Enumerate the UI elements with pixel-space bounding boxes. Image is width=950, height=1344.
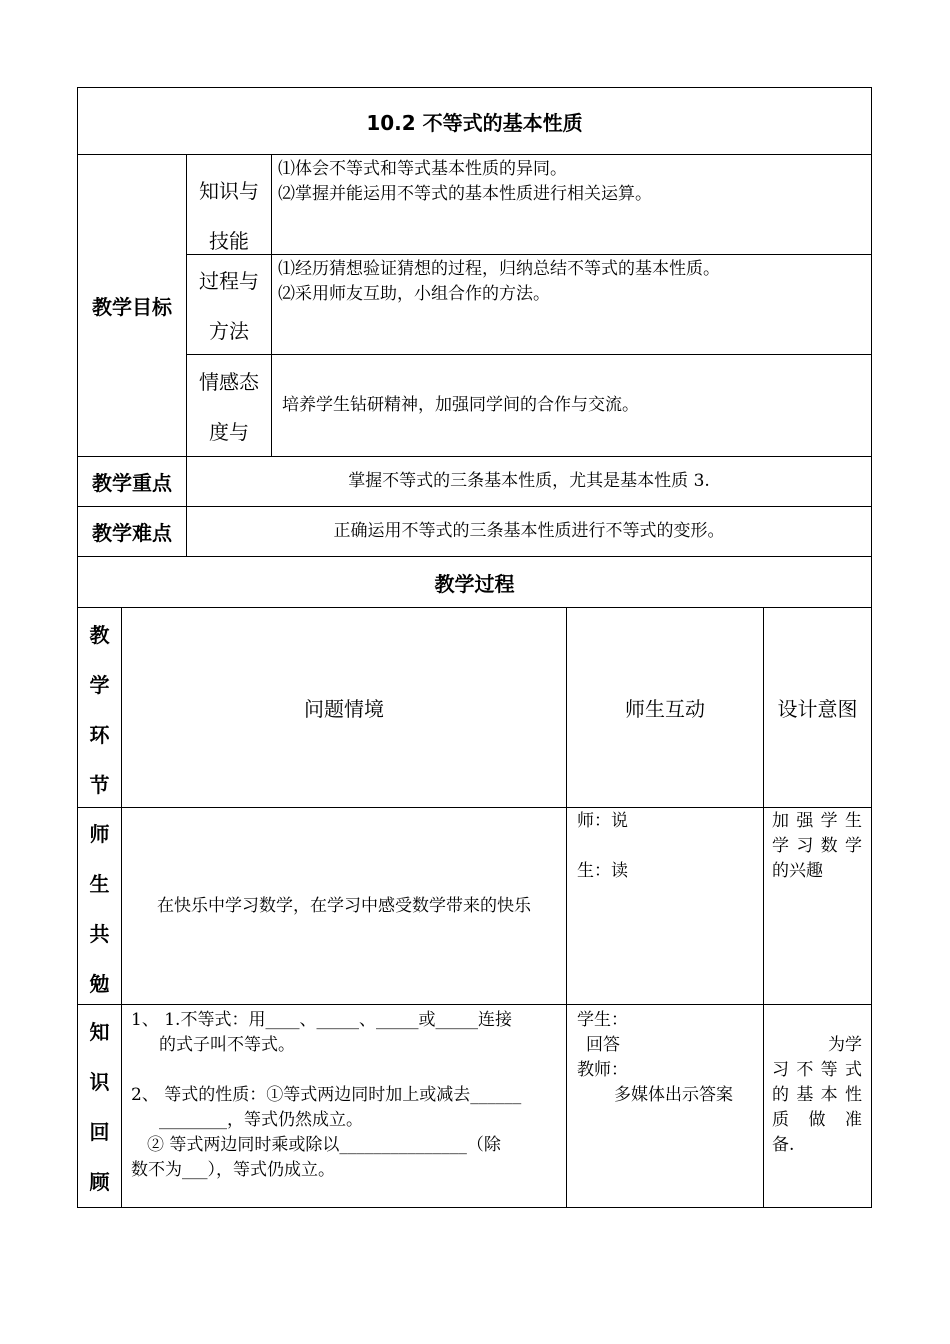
- row2-scenario-line: ________，等式仍然成立。: [159, 1110, 363, 1130]
- row2-scenario-line: 的式子叫不等式。: [159, 1035, 295, 1055]
- row1-stage-char: 共: [89, 922, 110, 946]
- header-intent: 设计意图: [777, 697, 858, 721]
- row1-scenario: 在快乐中学习数学，在学习中感受数学带来的快乐: [157, 895, 531, 916]
- row2-intent-line: 为学: [828, 1035, 862, 1055]
- difficulty-label: 教学难点: [92, 521, 172, 545]
- row1-interaction: [577, 809, 761, 884]
- process-method-label: [187, 255, 271, 354]
- knowledge-label: [187, 155, 271, 254]
- row2-interaction-line: 多媒体出示答案: [614, 1085, 733, 1105]
- knowledge-label-line: 知识与: [199, 179, 259, 203]
- row2-intent-line: 备.: [772, 1135, 795, 1155]
- emotion-attitude-item: 培养学生钻研精神，加强同学间的合作与交流。: [282, 395, 639, 415]
- difficulty-text: 正确运用不等式的三条基本性质进行不等式的变形。: [333, 521, 725, 541]
- knowledge-content: [278, 157, 868, 207]
- knowledge-label-line: 技能: [209, 229, 249, 253]
- header-scenario: 问题情境: [304, 697, 384, 721]
- row1-intent: [772, 809, 862, 884]
- row2-scenario: [131, 1008, 559, 1183]
- process-method-label-line: 过程与: [199, 269, 259, 293]
- key-point-label: 教学重点: [92, 471, 172, 495]
- row1-stage-char: 生: [89, 872, 110, 896]
- page-title: 10.2 不等式的基本性质: [366, 110, 583, 135]
- row2-stage-char: 顾: [89, 1170, 110, 1194]
- row2-interaction: [577, 1008, 761, 1108]
- row1-intent-line: 学习数学: [772, 836, 862, 856]
- row2-intent-line: 习不等式: [772, 1060, 862, 1080]
- row1-interaction-line: 生：读: [577, 861, 628, 881]
- emotion-attitude-label: [187, 355, 271, 456]
- emotion-attitude-label-line: 度与: [209, 420, 249, 444]
- row2-scenario-line: 1、 1.不等式：用____、_____、_____或_____连接: [131, 1010, 512, 1030]
- row2-intent: [772, 1033, 862, 1158]
- row2-interaction-line: 教师：: [577, 1060, 628, 1080]
- process-method-label-line: 方法: [209, 319, 249, 343]
- header-stage-char: 节: [89, 773, 110, 797]
- emotion-attitude-content: [282, 355, 868, 456]
- row2-stage-char: 识: [89, 1070, 110, 1094]
- process-method-item: ⑵采用师友互助，小组合作的方法。: [278, 284, 550, 304]
- row1-intent-line: 加强学生: [772, 811, 862, 831]
- knowledge-item: ⑵掌握并能运用不等式的基本性质进行相关运算。: [278, 184, 652, 204]
- row1-stage-char: 师: [89, 822, 110, 846]
- row2-stage: [78, 1007, 121, 1207]
- process-method-item: ⑴经历猜想验证猜想的过程，归纳总结不等式的基本性质。: [278, 259, 720, 279]
- header-stage: [78, 610, 121, 810]
- key-point-text: 掌握不等式的三条基本性质，尤其是基本性质 3.: [348, 471, 710, 491]
- header-stage-char: 环: [89, 723, 110, 747]
- row2-scenario-line: ② 等式两边同时乘或除以_______________（除: [147, 1135, 501, 1155]
- row2-scenario-line: 数不为___），等式仍成立。: [131, 1160, 335, 1180]
- process-section-title: 教学过程: [434, 571, 515, 596]
- row2-interaction-line: 学生：: [577, 1010, 628, 1030]
- knowledge-item: ⑴体会不等式和等式基本性质的异同。: [278, 159, 567, 179]
- process-method-content: [278, 257, 868, 307]
- emotion-attitude-label-line: 情感态: [199, 370, 259, 394]
- row2-intent-line: 质做准: [772, 1110, 862, 1130]
- header-stage-char: 教: [89, 623, 110, 647]
- row2-stage-char: 知: [89, 1020, 110, 1044]
- row1-stage-char: 勉: [89, 972, 110, 996]
- row1-interaction-line: 师：说: [577, 811, 628, 831]
- row2-stage-char: 回: [89, 1120, 110, 1144]
- row1-stage: [78, 809, 121, 1009]
- row2-scenario-line: 2、 等式的性质：①等式两边同时加上或减去______: [131, 1085, 522, 1105]
- row2-intent-line: 的基本性: [772, 1085, 862, 1105]
- row2-interaction-line: 回答: [586, 1035, 620, 1055]
- header-stage-char: 学: [89, 673, 110, 697]
- objectives-label: 教学目标: [92, 295, 172, 319]
- row1-intent-line: 的兴趣: [772, 861, 823, 881]
- header-interaction: 师生互动: [625, 697, 705, 721]
